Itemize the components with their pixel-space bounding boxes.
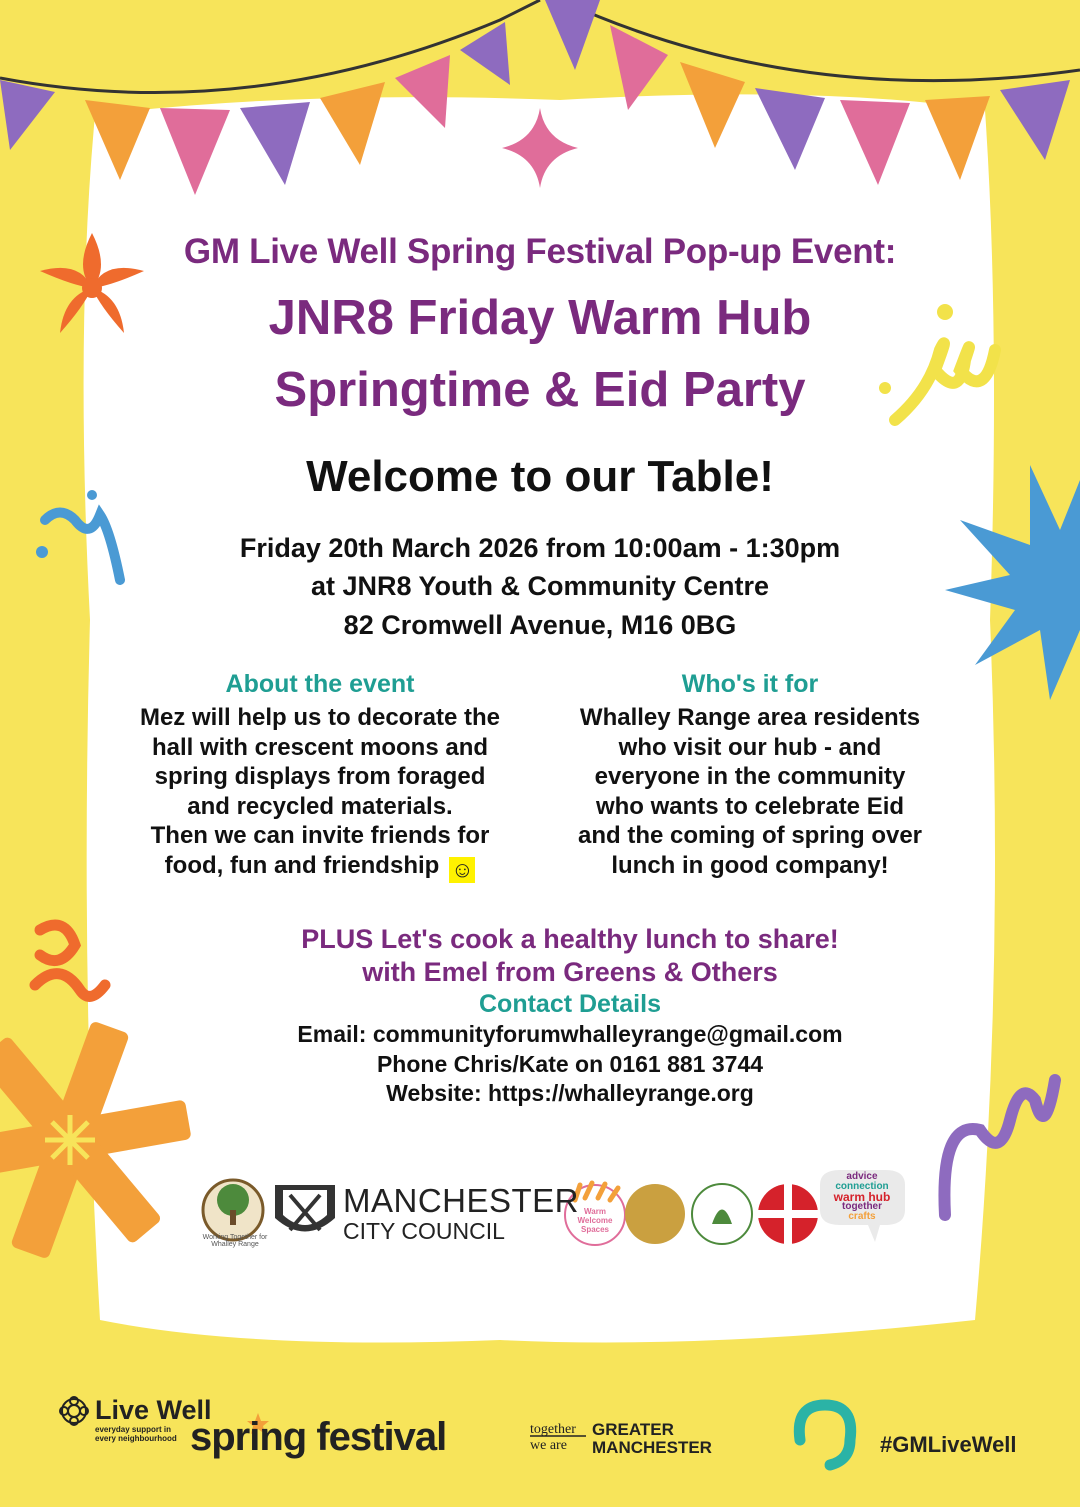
whos-for-line: and the coming of spring over (577, 822, 923, 849)
hub-word: connection (835, 1181, 889, 1192)
whos-for-line: who visit our hub - and (618, 733, 882, 761)
about-line: food, fun and friendship (164, 851, 440, 879)
livewell-tagline (95, 1425, 177, 1443)
whos-for-heading: Who's it for (681, 670, 819, 698)
event-title-line2: Springtime & Eid Party (274, 363, 806, 417)
about-line: spring displays from foraged (154, 763, 486, 790)
manchester-label: MANCHESTER (592, 1438, 712, 1457)
council-name-line2: CITY COUNCIL (343, 1218, 505, 1244)
wrcf-logo (203, 1180, 263, 1240)
whos-for-line: everyone in the community (594, 763, 906, 790)
plus-host-line: with Emel from Greens & Others (362, 957, 778, 987)
council-name-line1: MANCHESTER (343, 1182, 580, 1219)
about-line: and recycled materials. (187, 792, 453, 820)
warm-hub-words (822, 1172, 902, 1222)
about-line: hall with crescent moons and (151, 733, 489, 761)
plus-cooking-line: PLUS Let's cook a healthy lunch to share! (301, 924, 839, 954)
hub-word: advice (846, 1171, 878, 1182)
warm-welcome-label: Warm Welcome Spaces (577, 1207, 613, 1234)
livewell-tagline-line1: everyday support in (95, 1425, 172, 1434)
livewell-wordmark: Live Well (95, 1395, 212, 1425)
contact-heading: Contact Details (479, 990, 661, 1018)
spring-festival-wordmark: spring festival (190, 1415, 447, 1459)
hub-word: together (842, 1201, 882, 1212)
contact-phone[interactable]: Phone Chris/Kate on 0161 881 3744 (376, 1051, 764, 1077)
whos-for-section (545, 670, 955, 880)
hashtag: #GMLiveWell (880, 1432, 1017, 1457)
gm-arc-icon (799, 1405, 850, 1465)
hub-word: crafts (848, 1211, 876, 1222)
church-cross-logo (758, 1184, 818, 1244)
whos-for-line: who wants to celebrate Eid (595, 792, 905, 820)
hub-word: warm hub (833, 1190, 891, 1204)
about-heading: About the event (225, 670, 415, 698)
about-line: Then we can invite friends for (150, 822, 490, 849)
welcome-heading: Welcome to our Table! (306, 452, 774, 501)
greens-others-logo (692, 1184, 752, 1244)
event-address: 82 Cromwell Avenue, M16 0BG (343, 610, 737, 640)
we-are-label: we are (530, 1438, 567, 1453)
council-crest-logo (275, 1185, 335, 1232)
wah-logo (625, 1184, 685, 1244)
livewell-flower-icon (60, 1397, 88, 1425)
together-label: together (530, 1422, 576, 1437)
whos-for-line: lunch in good company! (611, 851, 889, 879)
about-line-last (110, 851, 530, 883)
event-title-line1: JNR8 Friday Warm Hub (268, 291, 812, 345)
whos-for-line: Whalley Range area residents (579, 704, 921, 731)
livewell-tagline-line2: every neighbourhood (95, 1434, 177, 1443)
greater-label: GREATER (592, 1420, 674, 1439)
event-subtitle: GM Live Well Spring Festival Pop-up Event: (183, 232, 897, 271)
contact-website[interactable]: Website: https://whalleyrange.org (386, 1080, 754, 1106)
about-line: Mez will help us to decorate the (139, 704, 501, 731)
about-section (110, 670, 530, 883)
event-venue: at JNR8 Youth & Community Centre (310, 571, 770, 601)
wrcf-caption: Working Together for Whalley Range (202, 1234, 268, 1248)
event-date-time: Friday 20th March 2026 from 10:00am - 1:30pm (239, 533, 841, 563)
smiley-icon: ☺ (451, 856, 474, 882)
contact-email[interactable]: Email: communityforumwhalleyrange@gmail.com (297, 1021, 843, 1047)
